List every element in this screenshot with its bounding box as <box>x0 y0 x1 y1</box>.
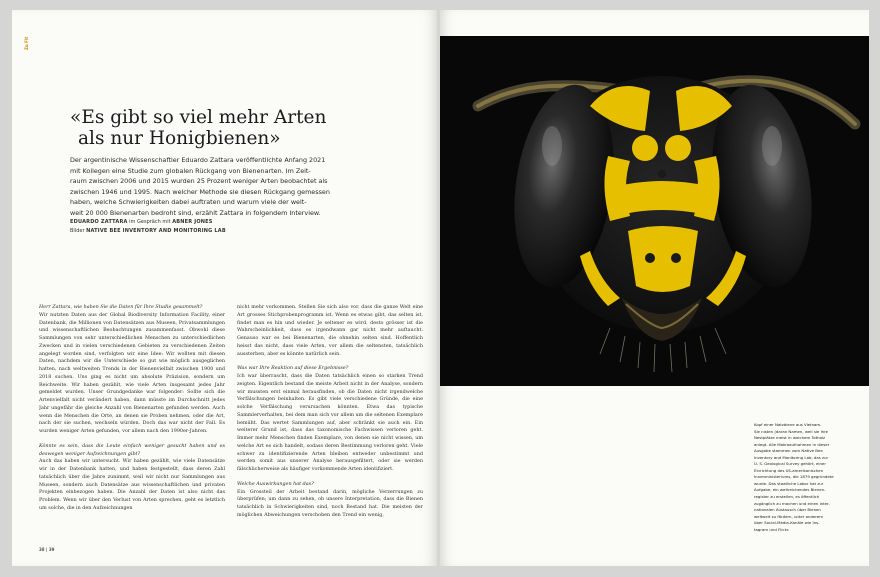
caption-line: Ausgabe stammen vom Native Bee <box>754 448 823 454</box>
byline-middle: im Gespräch mit <box>127 219 173 225</box>
caption-line: zugänglich zu machen und einen inter- <box>754 500 830 506</box>
intro-line: mit Kollegen eine Studie zum globalen Rückgang von Bienenarten. Im Zeit- <box>70 166 311 175</box>
caption-line: über Social-Media-Kanäle wie Ins- <box>754 520 820 526</box>
article-headline <box>70 107 400 149</box>
byline-images <box>70 227 370 236</box>
interview-question: Könnte es sein, dass die Leute einfach weniger gesucht haben und es deswegen weniger Aufzeichnungen gibt? <box>39 442 225 457</box>
intro-line: haben, welche Schwierigkeiten dabei auftraten und warum viele der welt- <box>70 198 307 207</box>
caption-line: tagram und Flickr. <box>754 526 790 532</box>
caption-line: Innenministeriums, die 1879 gegründete <box>754 474 834 480</box>
byline-images-credit: NATIVE BEE INVENTORY AND MONITORING LAB <box>86 228 226 234</box>
byline-author: EDUARDO ZATTARA <box>70 219 128 225</box>
interview-answer: nicht mehr vorkommen. Stellen Sie sich also vor, dass die ganze Welt eine Art grosses Stichprobenprogramm ist. Wenn es etwas gibt, das selten ist, findet man es hin und wieder. Je seltener es wird, desto grösser ist die Wahrscheinlichkeit, dass es irgendwann gar nicht mehr auftaucht. Genauso war es bei Bienenarten, die ohnehin selten sind. Hoffentlich heisst das nicht, dass viele Arten, vor allem die seltensten, tatsächlich aussterben, aber es könnte natürlich sein. <box>237 304 423 357</box>
caption-line: Aufgabe, ein weitreichendes Bienen- <box>754 487 826 493</box>
interview-answer: Ein Grossteil der Arbeit bestand darin, mögliche Verzerrungen zu überprüfen; um dann zu sehen, ob unsere Interpretation, dass die Bienen tatsächlich in Schwierigkeiten sind, noch Bestand hat. Die meisten der möglichen Abweichungen verschoben den Trend ein wenig, <box>237 488 423 518</box>
intro-line: Der argentinische Wissenschaftler Eduardo Zattara veröffentlichte Anfang 2021 <box>70 156 326 164</box>
caption-line: Kopf einer Natzbiene aus Vietnam. <box>754 422 822 427</box>
intro-line: raum zwischen 2006 und 2015 wurden 25 Prozent weniger Arten beobachtet als <box>70 177 328 186</box>
caption-line: nationalen Austausch über Bienen <box>754 507 821 513</box>
caption-line: weltweit zu fördern, unter anderem <box>754 513 824 519</box>
interview-question: Was war Ihre Reaktion auf diese Ergebnisse? <box>237 365 349 372</box>
interview-answer: Wir nutzten Daten aus der Global Biodiversity Information Facility, einer Datenbank, die Millionen von Datensätzen aus Museen, Privatsammlungen und wissenschaftlichen Beobachtungen zusammenfasst. Obwohl diese Sammlungen von sehr unterschiedlichen Menschen zu unterschiedlichen Zwecken und in vielen verschiedenen Gebieten zu verschiedenen Zeiten angelegt worden sind, verfolgten wir eine Idee: Wir wollten mit diesen Daten, nachdem wir die Unterschiede so gut wie möglich ausgeglichen hatten, nach weltweiten Trends in der Bienenvielfalt zwischen 1900 und 2018 suchen. Uns ging es nicht um absolute Präzision, sondern um Reichweite. Wir haben gezählt, wie viele Arten insgesamt jedes Jahr gemeldet wurden. Unser Grundgedanke war folgender: Sollte sich die Artenvielfalt nicht verändert haben, dann müsste im Durchschnitt jedes Jahr ungefähr die gleiche Anzahl von Bienenarten gefunden werden. Auch wenn die Menschen die Orte, an denen sie Proben nehmen, oder die Art, nach der sie suchen, wechseln würden. Doch das war nicht der Fall. Es wurden weniger Arten gefunden, vor allem nach den 1990er-Jahren. <box>39 311 225 434</box>
right-page <box>440 10 869 566</box>
photo-caption <box>754 422 854 533</box>
text-column-1 <box>39 304 225 549</box>
caption-line: Inventory and Monitoring Lab, das zur <box>754 454 829 460</box>
interview-question: Welche Auswirkungen hat das? <box>237 480 314 487</box>
interview-answer: Ich war überrascht, dass die Daten tatsächlich einen so starken Trend zeigten. Eigentlich bestand die meiste Arbeit nicht in der Analyse, sondern wir mussten erst einmal herausfinden, ob die Daten nicht irgendwelche Verfälschungen beinhalten. Es gibt viele verschiedene Gründe, die eine solche Verfälschung verursachen könnten. Etwa das typische Sammlerverhalten, bei dem man sich vor allem um die seltenen Exemplare bemüht. Das wertet Sammlungen auf, aber schränkt sie auch ein. Ein weiterer Grund ist, dass das taxonomische Fachwissen verloren geht. Immer mehr Menschen finden Exemplare, von denen sie nicht wissen, um welche Art es sich handelt, sodass deren Bestimmung verloren geht. Viele schwer zu identifizierende Arten bleiben entweder unbestimmt und werden somit aus unserer Analyse herausgefiltert, oder sie werden fälschlicherweise als häufiger vorkommende Arten identifiziert. <box>237 373 423 472</box>
intro-paragraph <box>70 155 370 219</box>
caption-line: U. S. Geological Survey gehört, einer <box>754 461 826 467</box>
byline-interviewer: ABNER JONES <box>172 219 213 225</box>
interview-question: Herr Zattara, wie haben Sie die Daten für Ihre Studie gesammelt? <box>39 304 203 310</box>
interview-answer: Auch das haben wir untersucht. Wir haben gezählt, wie viele Datensätze wir in der Datenbank hatten, und haben festgestellt, dass deren Zahl tatsächlich über die Jahre zunimmt, weil wir nicht nur Sammlungen aus Museen, sondern auch Datensätze aus wissenschaftlichen und privaten Projekten einbezogen haben. Die Anzahl der Daten ist also nicht das Problem. Wenn wir über den Verlust von Arten sprechen, geht es letztlich um solche, die in den Aufzeichnungen <box>39 458 225 511</box>
page-numbers: 38 | 39 <box>39 547 55 552</box>
headline-line-2: als nur Honigbienen» <box>78 128 281 149</box>
headline-line-1: «Es gibt so viel mehr Arten <box>70 107 327 128</box>
byline <box>70 218 370 236</box>
intro-line: zwischen 1946 und 1995. Nach welcher Methode sie diesen Rückgang gemessen <box>70 187 330 196</box>
left-page <box>12 10 437 566</box>
caption-line: Sie nisten (daran Namen, weil sie ihre <box>754 428 829 434</box>
wasp-head-photo <box>440 36 869 386</box>
caption-line: Nestplätze meist in weichem Totholz <box>754 435 826 441</box>
caption-line: anlegt. Alle Makroaufnahmen in dieser <box>754 441 830 447</box>
byline-interview <box>70 218 370 227</box>
text-column-2 <box>237 304 423 549</box>
wasp-head-illustration <box>440 36 869 386</box>
section-label: Zu Fit <box>24 36 29 50</box>
byline-images-label: Bilder <box>70 228 87 234</box>
caption-line: wurde. Das staatliche Labor hat zur <box>754 480 824 486</box>
intro-line: weit 20 000 Bienenarten bedroht sind, erzählt Zattara in folgendem Interview. <box>70 208 321 217</box>
caption-line: Einrichtung des US-amerikanischen <box>754 467 824 473</box>
caption-line: register zu erstellen, es öffentlich <box>754 494 820 500</box>
